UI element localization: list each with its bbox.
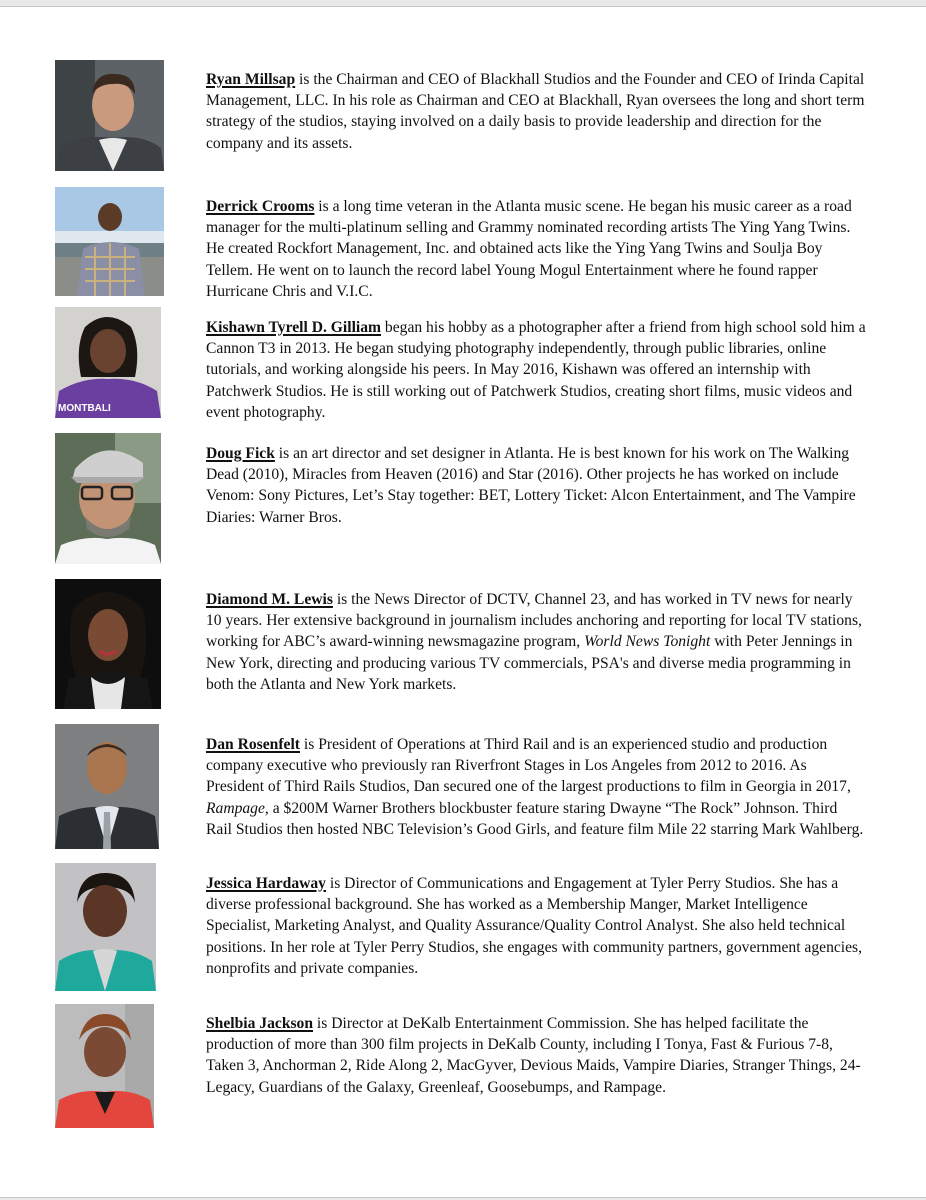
bio-program-title: World News Tonight	[584, 633, 711, 651]
document-page	[0, 6, 926, 1198]
bio-name: Shelbia Jackson	[206, 1015, 314, 1032]
bio-text	[206, 196, 866, 302]
bio-text	[206, 873, 866, 979]
bio-name: Ryan Millsap	[206, 71, 296, 88]
portrait-photo	[55, 307, 161, 418]
bio-text	[206, 734, 866, 840]
bio-description: began his hobby as a photographer after a friend from high school sold him a Cannon T3 in 2013. He began studying photography independently, through public libraries, online tutorials, and working alongside his peers. In May 2016, Kishawn was offered an internship with Patchwerk Studios. He is still working out of Patchwerk Studios, creating short films, music videos and event photography.	[206, 319, 866, 421]
portrait-photo	[55, 724, 159, 849]
bio-description: is an art director and set designer in Atlanta. He is best known for his work on The Walking Dead (2010), Miracles from Heaven (2016) and Star (2016). Other projects he has worked on include Venom: Sony Pictures, Let’s Stay together: BET, Lottery Ticket: Alcon Entertainment, and The Vampire Diaries: Warner Bros.	[206, 445, 856, 526]
portrait-photo	[55, 863, 156, 991]
portrait-photo	[55, 579, 161, 709]
bio-name: Derrick Crooms	[206, 198, 315, 215]
bio-description: is Director at DeKalb Entertainment Commission. She has helped facilitate the production of more than 300 film projects in DeKalb County, including I Tonya, Fast & Furious 7-8, Taken 3, Anchorman 2, Ride Along 2, MacGyver, Devious Maids, Vampire Diaries, Stranger Things, 24-Legacy, Guardians of the Galaxy, Greenleaf, Goosebumps, and Rampage.	[206, 1015, 861, 1096]
portrait-photo	[55, 1004, 154, 1128]
bio-description-cont: , a $200M Warner Brothers blockbuster feature staring Dwayne “The Rock” Johnson. Third Rail Studios then hosted NBC Television’s Good Girls, and feature film Mile 22 starring Mark Wahlberg.	[206, 799, 864, 838]
bio-description-cont: with Peter Jennings in New York, directing and producing various TV commercials, PSA's and diverse media programming in both the Atlanta and New York markets.	[206, 633, 853, 693]
bio-text	[206, 589, 866, 695]
bio-name: Diamond M. Lewis	[206, 591, 333, 608]
bio-name: Dan Rosenfelt	[206, 736, 300, 753]
portrait-photo	[55, 433, 161, 564]
shirt-logo-text: MONTBALI	[58, 403, 111, 414]
portrait-photo	[55, 187, 164, 296]
bio-name: Jessica Hardaway	[206, 875, 326, 892]
bio-name: Kishawn Tyrell D. Gilliam	[206, 319, 382, 336]
bio-text	[206, 69, 866, 154]
bio-description: is President of Operations at Third Rail and is an experienced studio and production company executive who previously ran Riverfront Stages in Los Angeles from 2012 to 2016. As President of Third Rails Studios, Dan secured one of the largest productions to film in Georgia in 2017,	[206, 736, 851, 796]
bio-description: is Director of Communications and Engagement at Tyler Perry Studios. She has a diverse professional background. She has worked as a Membership Manger, Market Intelligence Specialist, Marketing Analyst, and Quality Assurance/Quality Control Analyst. She also held technical positions. In her role at Tyler Perry Studios, she engages with community partners, government agencies, nonprofits and private companies.	[206, 875, 863, 977]
bio-description: is the News Director of DCTV, Channel 23, and has worked in TV news for nearly 10 years. Her extensive background in journalism includes anchoring and reporting for local TV stations, working for ABC’s award-winning newsmagazine program,	[206, 591, 862, 651]
bio-text	[206, 317, 866, 423]
bio-text	[206, 443, 866, 528]
portrait-photo	[55, 60, 164, 171]
bio-name: Doug Fick	[206, 445, 275, 462]
bio-film-title: Rampage	[206, 799, 265, 817]
bio-description: is a long time veteran in the Atlanta music scene. He began his music career as a road manager for the multi-platinum selling and Grammy nominated recording artists The Ying Yang Twins. He created Rockfort Management, Inc. and obtained acts like the Ying Yang Twins and Soulja Boy Tellem. He went on to launch the record label Young Mogul Entertainment where he found rapper Hurricane Chris and V.I.C.	[206, 198, 852, 300]
bio-text	[206, 1013, 866, 1098]
bio-description: is the Chairman and CEO of Blackhall Studios and the Founder and CEO of Irinda Capital Management, LLC. In his role as Chairman and CEO at Blackhall, Ryan oversees the long and short term strategy of the studios, staying involved on a daily basis to provide leadership and direction for the company and its assets.	[206, 71, 865, 152]
